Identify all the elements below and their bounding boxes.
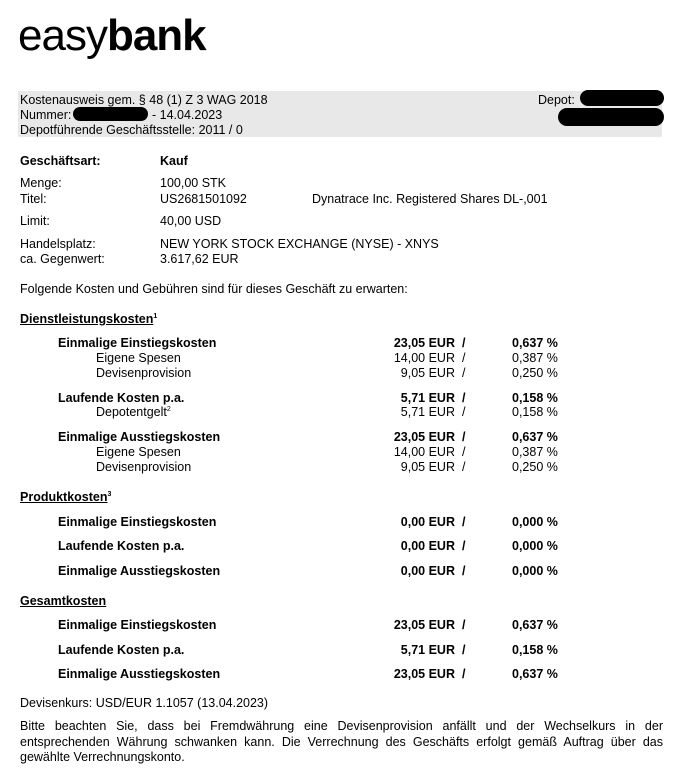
row-amount: 23,05 EUR (393, 618, 455, 632)
row-percent: 0,637 % (512, 336, 558, 350)
row-separator: / (462, 366, 466, 380)
row-amount: 0,00 EUR (400, 564, 455, 578)
row-percent: 0,637 % (512, 667, 558, 681)
row-amount: 14,00 EUR (393, 351, 455, 365)
row-label: Devisenprovision (96, 460, 192, 474)
menge-label: Menge: (20, 176, 62, 190)
row-percent: 0,637 % (512, 430, 558, 444)
row-amount: 0,00 EUR (400, 515, 455, 529)
depot-label: Depot: (538, 93, 575, 107)
row-separator: / (462, 667, 466, 681)
row-amount: 23,05 EUR (393, 336, 455, 350)
row-label: Einmalige Einstiegskosten (58, 515, 217, 529)
devisenkurs: Devisenkurs: USD/EUR 1.1057 (13.04.2023) (20, 696, 269, 710)
gegenwert-label: ca. Gegenwert: (20, 252, 105, 266)
redacted-depot-1 (580, 90, 664, 106)
row-separator: / (462, 391, 466, 405)
row-label: Laufende Kosten p.a. (58, 391, 185, 405)
section-heading-produkt: Produktkosten$^3$ (20, 490, 112, 504)
currency-note-paragraph: Bitte beachten Sie, dass bei Fremdwährung eine Devisenprovision anfällt und der Wechselkurs in der entsprechenden Währung schwanken kann. Die Verrechnung des Geschäfts erfolgt gemäß Auftrag über das gewählte Verrechnungskonto. (20, 719, 663, 764)
row-amount: 23,05 EUR (393, 667, 455, 681)
row-percent: 0,387 % (512, 351, 558, 365)
row-label: Eigene Spesen (96, 445, 181, 459)
handelsplatz-label: Handelsplatz: (20, 237, 96, 251)
titel-name: Dynatrace Inc. Registered Shares DL-,001 (312, 192, 548, 206)
geschaeftsart-label: Geschäftsart: (20, 154, 101, 168)
section-heading-gesamt: Gesamtkosten (20, 594, 107, 608)
row-amount: 5,71 EUR (400, 643, 455, 657)
menge-value: 100,00 STK (160, 176, 227, 190)
section-heading-dienstleistung: Dienstleistungskosten$^1$ (20, 312, 158, 326)
geschaeftsart-value: Kauf (160, 154, 188, 168)
row-percent: 0,158 % (512, 643, 558, 657)
row-percent: 0,250 % (512, 366, 558, 380)
row-percent: 0,250 % (512, 460, 558, 474)
easybank-logo: easybank (18, 11, 206, 60)
row-amount: 5,71 EUR (400, 391, 455, 405)
row-label: Einmalige Einstiegskosten (58, 618, 217, 632)
row-label-depotentgelt: Depotentgelt$^2$ (96, 405, 171, 419)
row-label: Devisenprovision (96, 366, 192, 380)
handelsplatz-value: NEW YORK STOCK EXCHANGE (NYSE) - XNYS (160, 237, 439, 251)
row-separator: / (462, 351, 466, 365)
row-separator: / (462, 643, 466, 657)
row-separator: / (462, 515, 466, 529)
row-percent: 0,000 % (512, 564, 558, 578)
row-label: Einmalige Ausstiegskosten (58, 564, 221, 578)
depot-geschaeftsstelle: Depotführende Geschäftsstelle: 2011 / 0 (20, 123, 243, 137)
row-separator: / (462, 460, 466, 474)
isin: US2681501092 (160, 192, 247, 206)
row-label: Eigene Spesen (96, 351, 181, 365)
row-percent: 0,158 % (512, 405, 558, 419)
row-amount: 9,05 EUR (400, 460, 455, 474)
row-label: Einmalige Einstiegskosten (58, 336, 217, 350)
row-amount: 9,05 EUR (400, 366, 455, 380)
row-percent: 0,637 % (512, 618, 558, 632)
row-separator: / (462, 564, 466, 578)
row-separator: / (462, 618, 466, 632)
row-separator: / (462, 336, 466, 350)
row-percent: 0,000 % (512, 515, 558, 529)
row-label: Einmalige Ausstiegskosten (58, 430, 221, 444)
row-amount: 0,00 EUR (400, 539, 455, 553)
gegenwert-value: 3.617,62 EUR (160, 252, 239, 266)
row-separator: / (462, 539, 466, 553)
limit-value: 40,00 USD (160, 214, 222, 228)
row-percent: 0,158 % (512, 391, 558, 405)
titel-label: Titel: (20, 192, 47, 206)
row-label: Laufende Kosten p.a. (58, 539, 185, 553)
redacted-depot-2 (558, 108, 664, 126)
row-percent: 0,387 % (512, 445, 558, 459)
row-separator: / (462, 405, 466, 419)
row-amount: 23,05 EUR (393, 430, 455, 444)
row-percent: 0,000 % (512, 539, 558, 553)
row-label: Einmalige Ausstiegskosten (58, 667, 221, 681)
row-separator: / (462, 445, 466, 459)
row-amount: 5,71 EUR (400, 405, 455, 419)
row-separator: / (462, 430, 466, 444)
intro-text: Folgende Kosten und Gebühren sind für dieses Geschäft zu erwarten: (20, 282, 408, 296)
limit-label: Limit: (20, 214, 50, 228)
nummer-label: Nummer: (20, 108, 72, 122)
nummer-date: - 14.04.2023 (152, 108, 223, 122)
row-amount: 14,00 EUR (393, 445, 455, 459)
kostenausweis-title: Kostenausweis gem. § 48 (1) Z 3 WAG 2018 (20, 93, 268, 107)
row-label: Laufende Kosten p.a. (58, 643, 185, 657)
redacted-number (73, 107, 148, 121)
